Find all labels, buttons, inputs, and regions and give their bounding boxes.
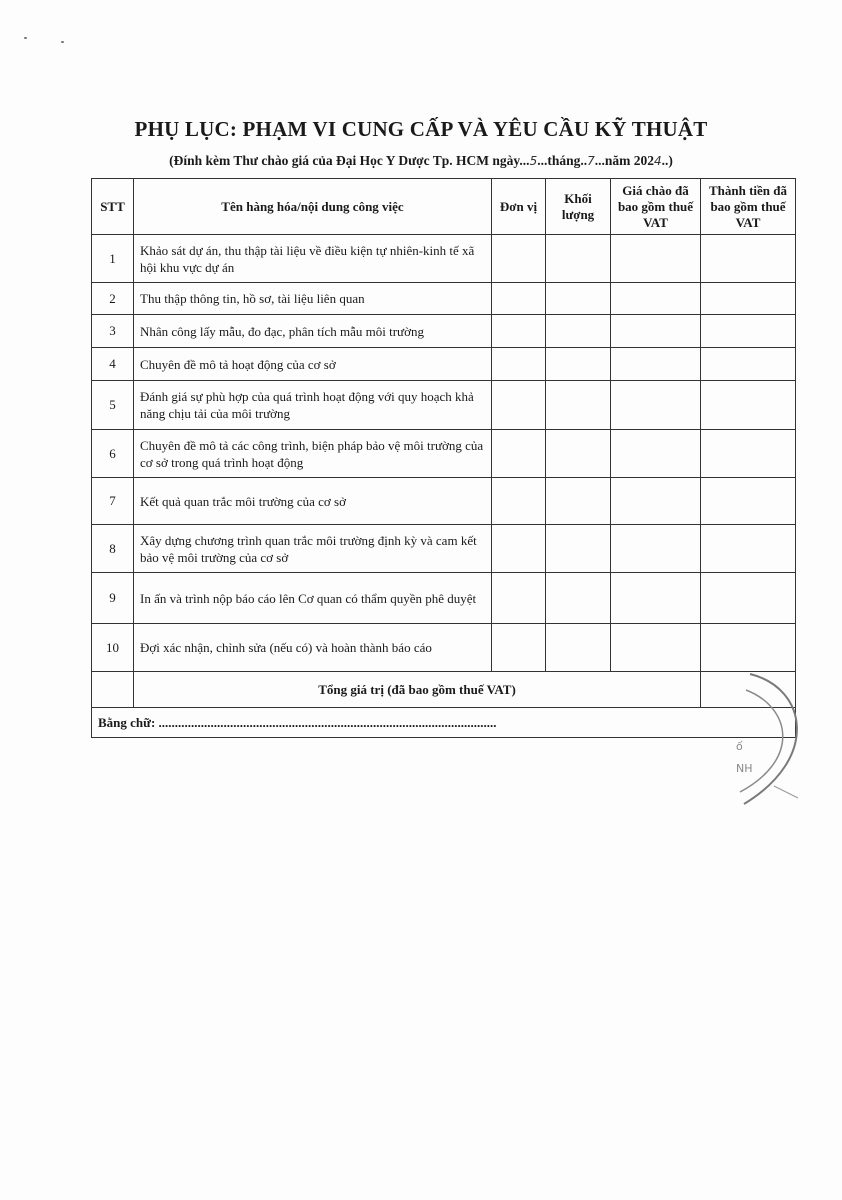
row-amount bbox=[701, 430, 796, 478]
row-stt: 5 bbox=[92, 381, 134, 430]
subtitle-month: 7 bbox=[587, 154, 595, 168]
row-price bbox=[611, 430, 701, 478]
total-row bbox=[92, 672, 796, 708]
row-unit bbox=[492, 430, 546, 478]
subtitle-day: 5 bbox=[529, 154, 538, 168]
row-name: Kết quả quan trắc môi trường của cơ sở bbox=[134, 478, 492, 525]
subtitle-prefix: (Đính kèm Thư chào giá của Đại Học Y Dược Tp. HCM ngày... bbox=[169, 153, 530, 168]
table-row bbox=[92, 235, 796, 283]
row-stt: 10 bbox=[92, 624, 134, 672]
table-row bbox=[92, 573, 796, 624]
row-stt: 1 bbox=[92, 235, 134, 283]
in-words-row bbox=[92, 708, 796, 738]
row-quantity bbox=[546, 573, 611, 624]
row-price bbox=[611, 525, 701, 573]
row-amount bbox=[701, 525, 796, 573]
row-name: Đánh giá sự phù hợp của quá trình hoạt động với quy hoạch khả năng chịu tải của môi trường bbox=[134, 381, 492, 430]
row-stt: 4 bbox=[92, 348, 134, 381]
row-quantity bbox=[546, 235, 611, 283]
row-name: Chuyên đề mô tả các công trình, biện pháp bảo vệ môi trường của cơ sở trong quá trình hoạt động bbox=[134, 430, 492, 478]
row-quantity bbox=[546, 624, 611, 672]
header-price: Giá chào đã bao gồm thuế VAT bbox=[611, 179, 701, 235]
scan-speck bbox=[24, 37, 27, 39]
row-unit bbox=[492, 283, 546, 315]
page-subtitle bbox=[0, 153, 842, 169]
row-name: Thu thập thông tin, hồ sơ, tài liệu liên quan bbox=[134, 283, 492, 315]
row-stt: 3 bbox=[92, 315, 134, 348]
row-price bbox=[611, 573, 701, 624]
row-quantity bbox=[546, 478, 611, 525]
row-quantity bbox=[546, 283, 611, 315]
scan-speck bbox=[61, 41, 64, 43]
row-name: Xây dựng chương trình quan trắc môi trường định kỳ và cam kết bảo vệ môi trường của cơ sở bbox=[134, 525, 492, 573]
row-quantity bbox=[546, 381, 611, 430]
row-stt: 2 bbox=[92, 283, 134, 315]
row-unit bbox=[492, 315, 546, 348]
row-name: Nhân công lấy mẫu, đo đạc, phân tích mẫu môi trường bbox=[134, 315, 492, 348]
header-quantity: Khối lượng bbox=[546, 179, 611, 235]
row-stt: 9 bbox=[92, 573, 134, 624]
total-label: Tổng giá trị (đã bao gồm thuế VAT) bbox=[134, 672, 701, 708]
table-header-row bbox=[92, 179, 796, 235]
row-quantity bbox=[546, 315, 611, 348]
table-row bbox=[92, 624, 796, 672]
table-row bbox=[92, 348, 796, 381]
row-amount bbox=[701, 624, 796, 672]
table-row bbox=[92, 381, 796, 430]
row-stt: 8 bbox=[92, 525, 134, 573]
header-stt: STT bbox=[92, 179, 134, 235]
row-unit bbox=[492, 478, 546, 525]
row-unit bbox=[492, 348, 546, 381]
row-quantity bbox=[546, 525, 611, 573]
row-quantity bbox=[546, 430, 611, 478]
row-name: Đợi xác nhận, chỉnh sửa (nếu có) và hoàn thành báo cáo bbox=[134, 624, 492, 672]
row-unit bbox=[492, 573, 546, 624]
row-name: In ấn và trình nộp báo cáo lên Cơ quan có thẩm quyền phê duyệt bbox=[134, 573, 492, 624]
seal-text-2: NH bbox=[736, 762, 753, 775]
row-amount bbox=[701, 573, 796, 624]
row-price bbox=[611, 478, 701, 525]
row-unit bbox=[492, 624, 546, 672]
in-words-label: Bằng chữ: ........................................................................................................ bbox=[92, 708, 796, 738]
row-unit bbox=[492, 525, 546, 573]
row-amount bbox=[701, 478, 796, 525]
seal-text-1: ố bbox=[736, 740, 743, 753]
row-amount bbox=[701, 235, 796, 283]
row-price bbox=[611, 235, 701, 283]
header-unit: Đơn vị bbox=[492, 179, 546, 235]
row-stt: 6 bbox=[92, 430, 134, 478]
subtitle-suffix: ..) bbox=[661, 153, 673, 168]
total-empty-cell bbox=[92, 672, 134, 708]
row-name: Chuyên đề mô tả hoạt động của cơ sở bbox=[134, 348, 492, 381]
table-row bbox=[92, 283, 796, 315]
row-quantity bbox=[546, 348, 611, 381]
row-name: Khảo sát dự án, thu thập tài liệu về điều kiện tự nhiên-kinh tế xã hội khu vực dự án bbox=[134, 235, 492, 283]
partial-seal-stamp bbox=[712, 668, 822, 818]
subtitle-year-label: ...năm 202 bbox=[594, 153, 654, 168]
table-row bbox=[92, 430, 796, 478]
row-stt: 7 bbox=[92, 478, 134, 525]
row-price bbox=[611, 315, 701, 348]
row-unit bbox=[492, 381, 546, 430]
row-amount bbox=[701, 315, 796, 348]
table-row bbox=[92, 478, 796, 525]
seal-mark bbox=[774, 786, 798, 798]
row-amount bbox=[701, 283, 796, 315]
header-amount: Thành tiền đã bao gồm thuế VAT bbox=[701, 179, 796, 235]
row-price bbox=[611, 381, 701, 430]
scope-table bbox=[91, 178, 796, 738]
table-row bbox=[92, 525, 796, 573]
header-name: Tên hàng hóa/nội dung công việc bbox=[134, 179, 492, 235]
row-unit bbox=[492, 235, 546, 283]
subtitle-year-digit: 4 bbox=[654, 154, 662, 168]
row-price bbox=[611, 624, 701, 672]
row-price bbox=[611, 283, 701, 315]
row-price bbox=[611, 348, 701, 381]
table-row bbox=[92, 315, 796, 348]
row-amount bbox=[701, 381, 796, 430]
subtitle-month-label: ...tháng.. bbox=[537, 153, 588, 168]
row-amount bbox=[701, 348, 796, 381]
page-title: PHỤ LỤC: PHẠM VI CUNG CẤP VÀ YÊU CẦU KỸ THUẬT bbox=[134, 117, 708, 141]
